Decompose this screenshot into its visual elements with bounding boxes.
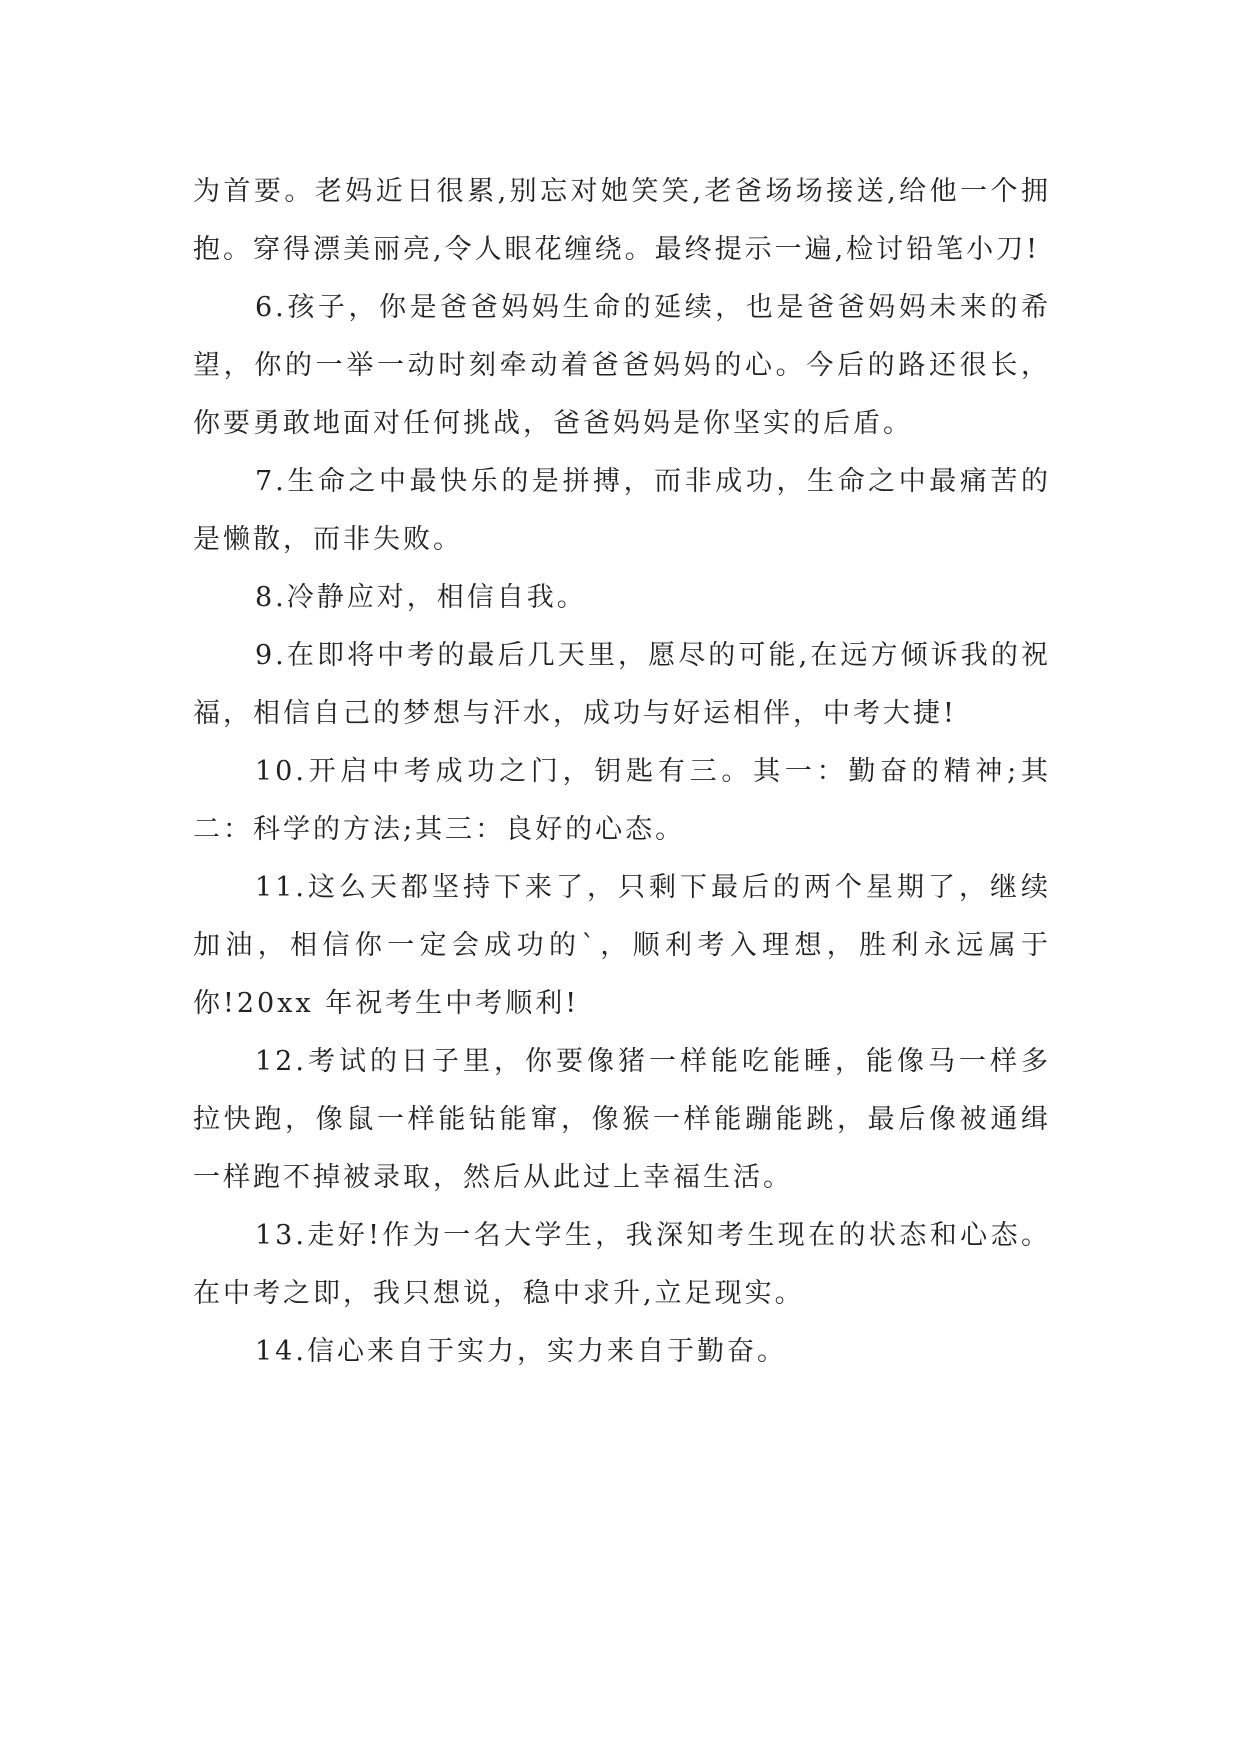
paragraph-item-10: 10.开启中考成功之门，钥匙有三。其一：勤奋的精神;其二：科学的方法;其三：良好的心态。 [193,756,1051,845]
paragraph-item-12: 12.考试的日子里，你要像猪一样能吃能睡，能像马一样多拉快跑，像鼠一样能钻能窜，像猴一样能蹦能跳，最后像被通缉一样跑不掉被录取，然后从此过上幸福生活。 [193,1046,1051,1193]
document-body [193,163,1051,1381]
paragraph-item-9: 9.在即将中考的最后几天里，愿尽的可能,在远方倾诉我的祝福，相信自己的梦想与汗水，成功与好运相伴，中考大捷! [193,640,1051,729]
paragraph-item-8: 8.冷静应对，相信自我。 [255,582,587,613]
paragraph-item-13: 13.走好!作为一名大学生，我深知考生现在的状态和心态。在中考之即，我只想说，稳中求升,立足现实。 [193,1220,1051,1309]
paragraph-continuation: 为首要。老妈近日很累,别忘对她笑笑,老爸场场接送,给他一个拥抱。穿得漂美丽亮,令人眼花缠绕。最终提示一遍,检讨铅笔小刀! [193,176,1051,265]
paragraph-item-11: 11.这么天都坚持下来了，只剩下最后的两个星期了，继续加油，相信你一定会成功的`，顺利考入理想，胜利永远属于你!20xx 年祝考生中考顺利! [193,872,1051,1019]
paragraph-item-6: 6.孩子，你是爸爸妈妈生命的延续，也是爸爸妈妈未来的希望，你的一举一动时刻牵动着爸爸妈妈的心。今后的路还很长，你要勇敢地面对任何挑战，爸爸妈妈是你坚实的后盾。 [193,292,1051,439]
paragraph-item-7: 7.生命之中最快乐的是拼搏，而非成功，生命之中最痛苦的是懒散，而非失败。 [193,466,1051,555]
paragraph-item-14: 14.信心来自于实力，实力来自于勤奋。 [255,1336,787,1367]
